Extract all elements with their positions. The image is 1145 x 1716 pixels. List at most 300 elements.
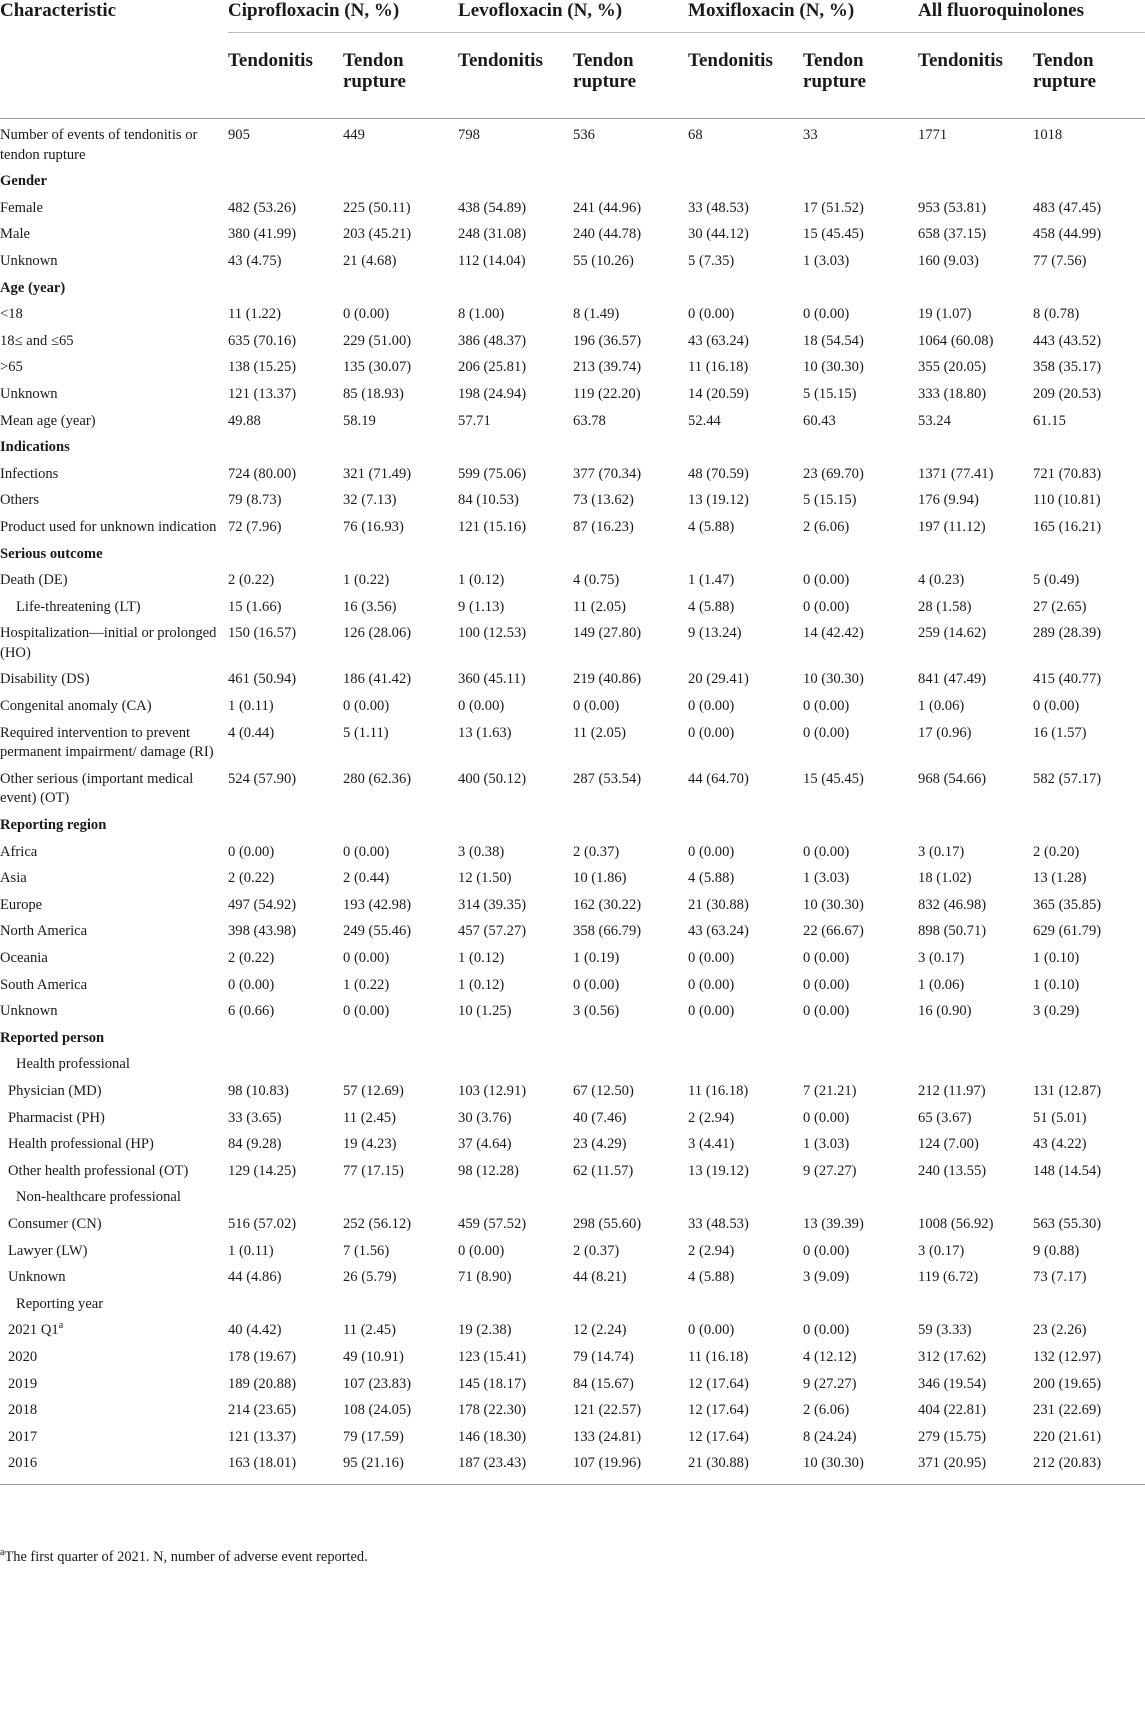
table-cell: 358 (35.17) xyxy=(1033,359,1102,376)
table-cell: 135 (30.07) xyxy=(343,359,412,376)
table-cell: 360 (45.11) xyxy=(458,671,526,688)
table-cell: 3 (0.17) xyxy=(918,1242,965,1259)
table-cell: 1 (0.22) xyxy=(343,976,390,993)
table-cell: 3 (0.56) xyxy=(573,1003,620,1020)
table-cell: 84 (10.53) xyxy=(458,492,519,509)
row-label xyxy=(0,721,228,767)
table-cell: 231 (22.69) xyxy=(1033,1402,1102,1419)
table-cell: 10 (30.30) xyxy=(803,1451,918,1484)
row-label xyxy=(0,196,228,223)
row-label xyxy=(0,767,228,813)
table-cell: 953 (53.81) xyxy=(918,199,987,216)
table-row xyxy=(0,1425,1145,1452)
table-cell: 73 (13.62) xyxy=(573,492,634,509)
table-cell: 524 (57.90) xyxy=(228,770,297,787)
table-cell: 16 (1.57) xyxy=(1033,724,1087,741)
table-cell: 240 (44.78) xyxy=(573,226,642,243)
table-cell: 21 (4.68) xyxy=(343,252,397,269)
table-cell: 27 (2.65) xyxy=(1033,598,1087,615)
table-cell: 123 (15.41) xyxy=(458,1348,527,1365)
table-cell: 40 (7.46) xyxy=(573,1109,627,1126)
group-header-label: Moxifloxacin (N, %) xyxy=(688,0,855,21)
row-label xyxy=(0,542,1145,569)
table-cell: 30 (3.76) xyxy=(458,1109,512,1126)
table-cell: 79 (14.74) xyxy=(573,1348,634,1365)
table-cell: 658 (37.15) xyxy=(918,226,987,243)
characteristic-header: Characteristic xyxy=(0,0,117,21)
table-cell: 133 (24.81) xyxy=(573,1428,642,1445)
table-cell: 355 (20.05) xyxy=(918,359,987,376)
table-cell: 107 (19.96) xyxy=(573,1451,688,1484)
table-cell: 0 (0.00) xyxy=(803,572,850,589)
table-cell: 365 (35.85) xyxy=(1033,896,1102,913)
table-row xyxy=(0,667,1145,694)
table-cell: 32 (7.13) xyxy=(343,492,397,509)
row-label-text: Europe xyxy=(0,896,43,913)
table-cell: 1 (3.03) xyxy=(803,870,850,887)
row-label-text: Reporting year xyxy=(16,1295,104,1312)
table-row xyxy=(0,973,1145,1000)
table-cell: 4 (5.88) xyxy=(688,598,735,615)
table-cell: 8 (24.24) xyxy=(803,1428,857,1445)
table-cell: 126 (28.06) xyxy=(343,625,412,642)
row-label xyxy=(0,329,228,356)
row-label xyxy=(0,1398,228,1425)
row-label-text: Other health professional (OT) xyxy=(8,1162,189,1179)
row-label-text: Health professional (HP) xyxy=(8,1136,154,1153)
table-cell: 358 (66.79) xyxy=(573,923,642,940)
table-cell: 53.24 xyxy=(918,412,951,429)
table-cell: 1 (3.03) xyxy=(803,252,850,269)
table-cell: 59 (3.33) xyxy=(918,1322,972,1339)
footnote-marker: a xyxy=(0,1547,5,1559)
table-cell: 0 (0.00) xyxy=(343,306,390,323)
table-cell: 1 (0.11) xyxy=(228,698,274,715)
row-label-text: Unknown xyxy=(0,252,58,269)
group-header-ciprofloxacin xyxy=(228,0,458,33)
table-cell: 73 (7.17) xyxy=(1033,1269,1087,1286)
table-cell: 457 (57.27) xyxy=(458,923,527,940)
table-cell: 16 (0.90) xyxy=(918,1003,972,1020)
table-cell: 0 (0.00) xyxy=(343,843,390,860)
row-label-text: Female xyxy=(0,199,43,216)
table-cell: 2 (0.20) xyxy=(1033,843,1080,860)
row-label-text: Pharmacist (PH) xyxy=(8,1109,105,1126)
table-cell: 0 (0.00) xyxy=(688,306,735,323)
table-cell: 0 (0.00) xyxy=(688,950,735,966)
table-cell: 721 (70.83) xyxy=(1033,465,1102,482)
table-cell: 13 (19.12) xyxy=(688,492,749,509)
table-row xyxy=(0,946,1145,973)
table-cell: 9 (27.27) xyxy=(803,1375,857,1392)
row-label xyxy=(0,568,228,595)
table-cell: 8 (1.49) xyxy=(573,306,620,323)
table-cell: 110 (10.81) xyxy=(1033,492,1101,509)
table-cell: 219 (40.86) xyxy=(573,671,642,688)
table-row xyxy=(0,1265,1145,1292)
table-cell: 4 (0.75) xyxy=(573,572,620,589)
table-cell: 9 (1.13) xyxy=(458,598,505,615)
subheader-all-tendonitis: Tendonitis xyxy=(918,33,1033,119)
table-cell: 26 (5.79) xyxy=(343,1269,397,1286)
row-label-text: Lawyer (LW) xyxy=(8,1242,88,1259)
table-cell: 77 (17.15) xyxy=(343,1162,404,1179)
table-row xyxy=(0,767,1145,813)
table-cell: 176 (9.94) xyxy=(918,492,979,509)
row-label xyxy=(0,1265,228,1292)
table-cell: 19 (4.23) xyxy=(343,1136,397,1153)
section-row xyxy=(0,813,1145,840)
table-cell: 2 (0.44) xyxy=(343,870,390,887)
row-label-text: Other serious (important medical event) (OT) xyxy=(0,770,194,807)
table-cell: 0 (0.00) xyxy=(803,306,850,323)
row-label xyxy=(0,946,228,973)
subsection-row xyxy=(0,1185,1145,1212)
table-row xyxy=(0,919,1145,946)
table-cell: 0 (0.00) xyxy=(573,698,620,715)
table-cell: 22 (66.67) xyxy=(803,923,864,940)
table-cell: 17 (0.96) xyxy=(918,724,972,741)
table-cell: 193 (42.98) xyxy=(343,896,412,913)
table-row xyxy=(0,409,1145,436)
row-label xyxy=(0,1132,228,1159)
table-cell: 44 (8.21) xyxy=(573,1269,627,1286)
table-cell: 314 (39.35) xyxy=(458,896,527,913)
table-cell: 162 (30.22) xyxy=(573,896,642,913)
table-cell: 1771 xyxy=(918,127,948,143)
section-row xyxy=(0,276,1145,303)
table-row xyxy=(0,694,1145,721)
header-spacer xyxy=(0,33,228,119)
subsection-row xyxy=(0,1052,1145,1079)
table-cell: 497 (54.92) xyxy=(228,896,297,913)
table-row xyxy=(0,329,1145,356)
table-cell: 5 (0.49) xyxy=(1033,572,1080,589)
table-cell: 415 (40.77) xyxy=(1033,671,1102,688)
row-label xyxy=(0,1159,228,1186)
table-cell: 72 (7.96) xyxy=(228,518,282,535)
table-cell: 119 (6.72) xyxy=(918,1269,979,1286)
table-cell: 212 (20.83) xyxy=(1033,1451,1145,1484)
row-label-text: Gender xyxy=(0,173,48,190)
table-cell: 582 (57.17) xyxy=(1033,770,1102,787)
table-cell: 241 (44.96) xyxy=(573,199,642,216)
table-cell: 0 (0.00) xyxy=(803,976,850,993)
row-label xyxy=(0,999,228,1026)
table-cell: 178 (22.30) xyxy=(458,1402,527,1419)
table-cell: 279 (15.75) xyxy=(918,1428,987,1445)
table-cell: 43 (63.24) xyxy=(688,923,749,940)
table-cell: 131 (12.87) xyxy=(1033,1082,1102,1099)
table-cell: 196 (36.57) xyxy=(573,332,642,349)
table-cell: 599 (75.06) xyxy=(458,465,527,482)
table-cell: 5 (15.15) xyxy=(803,385,857,402)
table-cell: 3 (4.41) xyxy=(688,1136,735,1153)
table-cell: 150 (16.57) xyxy=(228,625,297,642)
table-cell: 0 (0.00) xyxy=(803,1003,850,1020)
table-cell: 1 (0.12) xyxy=(458,572,505,589)
table-cell: 87 (16.23) xyxy=(573,518,634,535)
row-label-text: 2017 xyxy=(8,1428,38,1445)
table-cell: 11 (2.45) xyxy=(343,1322,396,1339)
row-label xyxy=(0,435,1145,462)
table-cell: 443 (43.52) xyxy=(1033,332,1102,349)
table-body xyxy=(0,119,1145,1485)
table-cell: 5 (7.35) xyxy=(688,252,735,269)
row-label-text: Asia xyxy=(0,870,27,887)
table-cell: 0 (0.00) xyxy=(458,698,505,715)
table-cell: 9 (27.27) xyxy=(803,1162,857,1179)
table-cell: 0 (0.00) xyxy=(803,1242,850,1259)
row-label xyxy=(0,169,1145,196)
table-header xyxy=(0,0,1145,119)
table-cell: 49 (10.91) xyxy=(343,1348,404,1365)
table-row xyxy=(0,1372,1145,1399)
table-cell: 0 (0.00) xyxy=(803,724,850,741)
table-row xyxy=(0,1159,1145,1186)
row-label-text: 2018 xyxy=(8,1402,38,1419)
table-cell: 198 (24.94) xyxy=(458,385,527,402)
table-cell: 1 (0.12) xyxy=(458,950,505,966)
table-row xyxy=(0,1398,1145,1425)
table-cell: 5 (15.15) xyxy=(803,492,857,509)
table-cell: 85 (18.93) xyxy=(343,385,404,402)
table-cell: 84 (9.28) xyxy=(228,1136,282,1153)
table-cell: 635 (70.16) xyxy=(228,332,297,349)
table-cell: 58.19 xyxy=(343,412,376,429)
table-cell: 12 (2.24) xyxy=(573,1322,627,1339)
table-row xyxy=(0,196,1145,223)
table-cell: 3 (0.17) xyxy=(918,950,965,966)
table-cell: 98 (12.28) xyxy=(458,1162,519,1179)
table-cell: 13 (39.39) xyxy=(803,1215,864,1232)
table-cell: 79 (8.73) xyxy=(228,492,282,509)
table-cell: 57.71 xyxy=(458,412,491,429)
table-cell: 43 (63.24) xyxy=(688,332,749,349)
row-label xyxy=(0,1318,228,1345)
row-label-text: Number of events of tendonitis or tendon rupture xyxy=(0,127,198,163)
subheader-moxi-tendonitis: Tendonitis xyxy=(688,33,803,119)
row-label-text: Unknown xyxy=(0,385,58,402)
table-cell: 84 (15.67) xyxy=(573,1375,634,1392)
table-cell: 13 (1.28) xyxy=(1033,870,1087,887)
table-row xyxy=(0,355,1145,382)
table-cell: 0 (0.00) xyxy=(1033,698,1080,715)
table-cell: 10 (30.30) xyxy=(803,896,864,913)
row-label xyxy=(0,1026,1145,1053)
table-cell: 178 (19.67) xyxy=(228,1348,297,1365)
table-cell: 12 (17.64) xyxy=(688,1402,749,1419)
table-cell: 214 (23.65) xyxy=(228,1402,297,1419)
row-label-text: 2020 xyxy=(8,1348,38,1365)
row-label xyxy=(0,595,228,622)
row-label-text: Physician (MD) xyxy=(8,1082,102,1099)
section-row xyxy=(0,169,1145,196)
table-cell: 48 (70.59) xyxy=(688,465,749,482)
table-cell: 160 (9.03) xyxy=(918,252,979,269)
row-label xyxy=(0,621,228,667)
table-cell: 7 (1.56) xyxy=(343,1242,390,1259)
table-cell: 516 (57.02) xyxy=(228,1215,297,1232)
table-cell: 724 (80.00) xyxy=(228,465,297,482)
table-cell: 165 (16.21) xyxy=(1033,518,1102,535)
row-label-text: Oceania xyxy=(0,950,48,966)
table-cell: 19 (2.38) xyxy=(458,1322,512,1339)
table-cell: 371 (20.95) xyxy=(918,1451,1033,1484)
table-cell: 1 (0.12) xyxy=(458,976,505,993)
table-cell: 23 (4.29) xyxy=(573,1136,627,1153)
table-cell: 289 (28.39) xyxy=(1033,625,1102,642)
row-label xyxy=(0,694,228,721)
table-cell: 203 (45.21) xyxy=(343,226,412,243)
row-label xyxy=(0,1345,228,1372)
row-label xyxy=(0,919,228,946)
row-label-text: Age (year) xyxy=(0,279,66,296)
row-label xyxy=(0,1212,228,1239)
table-cell: 121 (22.57) xyxy=(573,1402,642,1419)
table-cell: 483 (47.45) xyxy=(1033,199,1102,216)
table-cell: 1018 xyxy=(1033,127,1063,143)
table-cell: 98 (10.83) xyxy=(228,1082,289,1099)
row-label xyxy=(0,119,228,170)
row-label-text: Hospitalization—initial or prolonged (HO) xyxy=(0,625,217,661)
row-label xyxy=(0,1185,1145,1212)
table-cell: 17 (51.52) xyxy=(803,199,864,216)
table-cell: 459 (57.52) xyxy=(458,1215,527,1232)
table-cell: 252 (56.12) xyxy=(343,1215,412,1232)
row-label xyxy=(0,302,228,329)
row-label-text: Health professional xyxy=(16,1056,130,1073)
table-cell: 4 (5.88) xyxy=(688,1269,735,1286)
table-cell: 380 (41.99) xyxy=(228,226,297,243)
row-label xyxy=(0,1451,228,1484)
table-cell: 968 (54.66) xyxy=(918,770,987,787)
row-label xyxy=(0,462,228,489)
row-label-text: Reporting region xyxy=(0,817,107,834)
table-cell: 2 (0.22) xyxy=(228,870,275,887)
table-cell: 8 (0.78) xyxy=(1033,306,1080,323)
table-cell: 0 (0.00) xyxy=(688,698,735,715)
table-cell: 229 (51.00) xyxy=(343,332,412,349)
table-cell: 9 (13.24) xyxy=(688,625,742,642)
table-cell: 30 (44.12) xyxy=(688,226,749,243)
table-cell: 11 (16.18) xyxy=(688,1348,749,1365)
table-cell: 0 (0.00) xyxy=(228,976,275,993)
table-cell: 2 (0.22) xyxy=(228,950,275,966)
table-cell: 0 (0.00) xyxy=(343,1003,390,1020)
table-cell: 2 (2.94) xyxy=(688,1242,735,1259)
row-label-text: 2016 xyxy=(8,1455,38,1472)
table-cell: 33 (3.65) xyxy=(228,1109,282,1126)
table-row xyxy=(0,1132,1145,1159)
table-cell: 121 (15.16) xyxy=(458,518,527,535)
table-cell: 186 (41.42) xyxy=(343,671,412,688)
table-cell: 20 (29.41) xyxy=(688,671,749,688)
table-row xyxy=(0,568,1145,595)
section-row xyxy=(0,1026,1145,1053)
table-cell: 4 (5.88) xyxy=(688,518,735,535)
section-row xyxy=(0,542,1145,569)
table-cell: 1 (0.11) xyxy=(228,1242,274,1259)
table-cell: 40 (4.42) xyxy=(228,1322,282,1339)
group-header-levofloxacin xyxy=(458,0,688,33)
table-cell: 536 xyxy=(573,127,595,143)
table-row xyxy=(0,1239,1145,1266)
table-cell: 189 (20.88) xyxy=(228,1375,297,1392)
table-cell: 11 (1.22) xyxy=(228,306,281,323)
table-cell: 321 (71.49) xyxy=(343,465,412,482)
table-cell: 12 (17.64) xyxy=(688,1428,749,1445)
table-cell: 76 (16.93) xyxy=(343,518,404,535)
row-label-text: Product used for unknown indication xyxy=(0,518,217,535)
table-cell: 2 (2.94) xyxy=(688,1109,735,1126)
table-cell: 220 (21.61) xyxy=(1033,1428,1102,1445)
table-cell: 1 (0.10) xyxy=(1033,976,1080,993)
table-cell: 298 (55.60) xyxy=(573,1215,642,1232)
row-label xyxy=(0,1425,228,1452)
table-cell: 63.78 xyxy=(573,412,606,429)
table-cell: 10 (30.30) xyxy=(803,359,864,376)
footnote xyxy=(0,1548,368,1566)
table-cell: 212 (11.97) xyxy=(918,1082,986,1099)
table-row xyxy=(0,1106,1145,1133)
table-row xyxy=(0,866,1145,893)
table-cell: 13 (1.63) xyxy=(458,724,512,741)
row-label xyxy=(0,1079,228,1106)
table-cell: 52.44 xyxy=(688,412,721,429)
table-cell: 71 (8.90) xyxy=(458,1269,512,1286)
subheader-cipro-rupture: Tendon rupture xyxy=(343,33,458,119)
row-label xyxy=(0,1052,1145,1079)
row-label-text: 2019 xyxy=(8,1375,38,1392)
table-cell: 65 (3.67) xyxy=(918,1109,972,1126)
row-label xyxy=(0,488,228,515)
table-cell: 832 (46.98) xyxy=(918,896,987,913)
table-cell: 132 (12.97) xyxy=(1033,1348,1102,1365)
row-label-text: Male xyxy=(0,226,30,243)
table-cell: 4 (12.12) xyxy=(803,1348,857,1365)
table-cell: 15 (45.45) xyxy=(803,770,864,787)
table-cell: 1 (0.06) xyxy=(918,698,965,715)
table-cell: 461 (50.94) xyxy=(228,671,297,688)
row-label-text: Serious outcome xyxy=(0,545,103,562)
table-cell: 0 (0.00) xyxy=(688,1322,735,1339)
table-cell: 249 (55.46) xyxy=(343,923,412,940)
row-label xyxy=(0,515,228,542)
table-cell: 19 (1.07) xyxy=(918,306,972,323)
table-cell: 37 (4.64) xyxy=(458,1136,512,1153)
table-cell: 6 (0.66) xyxy=(228,1003,275,1020)
table-row xyxy=(0,621,1145,667)
table-cell: 23 (2.26) xyxy=(1033,1322,1087,1339)
group-header-label: Levofloxacin (N, %) xyxy=(458,0,623,21)
table-row xyxy=(0,1318,1145,1345)
table-cell: 33 xyxy=(803,127,818,143)
table-cell: 44 (4.86) xyxy=(228,1269,282,1286)
table-cell: 248 (31.08) xyxy=(458,226,527,243)
table-cell: 23 (69.70) xyxy=(803,465,864,482)
row-label-text: Infections xyxy=(0,465,59,482)
table-cell: 51 (5.01) xyxy=(1033,1109,1087,1126)
table-cell: 2 (0.37) xyxy=(573,1242,620,1259)
table-cell: 482 (53.26) xyxy=(228,199,297,216)
table-cell: 240 (13.55) xyxy=(918,1162,987,1179)
table-row xyxy=(0,999,1145,1026)
table-cell: 60.43 xyxy=(803,412,836,429)
table-cell: 1064 (60.08) xyxy=(918,332,994,349)
group-header-all-fluoroquinolones xyxy=(918,0,1145,33)
table-cell: 280 (62.36) xyxy=(343,770,412,787)
